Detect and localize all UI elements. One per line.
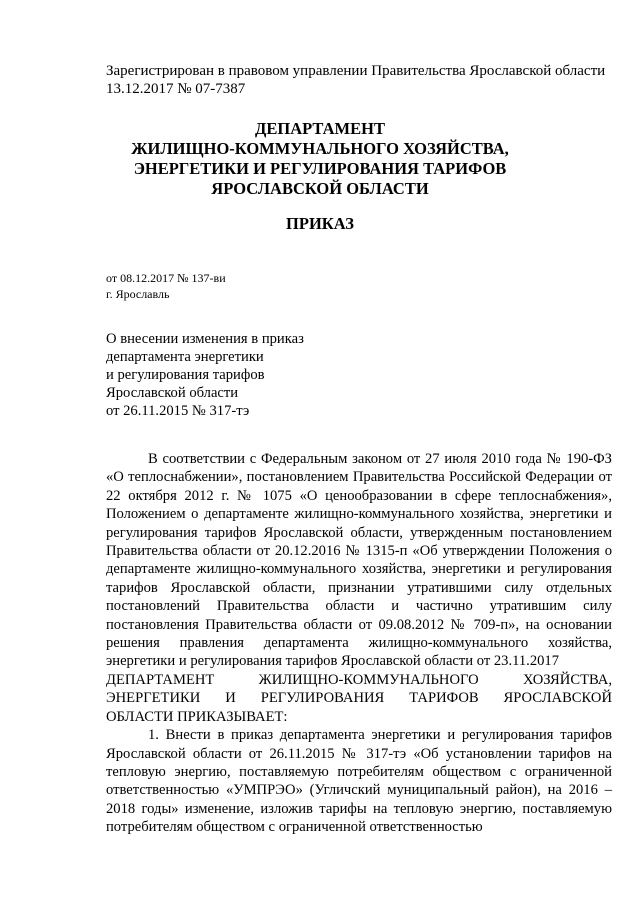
date-number: от 08.12.2017 № 137-ви <box>106 271 226 285</box>
document-meta <box>106 270 226 302</box>
order-clause <box>106 671 612 726</box>
document-type-title: ПРИКАЗ <box>286 214 354 233</box>
subject-line-1: О внесении изменения в приказ <box>106 331 304 347</box>
order-line-3: ОБЛАСТИ ПРИКАЗЫВАЕТ: <box>106 708 288 725</box>
subject-line-4: Ярославской области <box>106 385 239 401</box>
subject-line-3: и регулирования тарифов <box>106 367 265 383</box>
org-name-line-1: ДЕПАРТАМЕНТ <box>255 119 385 138</box>
item-1-paragraph: 1. Внести в приказ департамента энергетики и регулирования тарифов Ярославской области от 26.11.2015 № 317-тэ «Об установлении тарифов на тепловую энергию, поставляемую потребителям обществом с ограниченной ответственностью «УМПРЭО» (Угличский муниципальный район), на 2016 – 2018 годы» изменение, изложив тарифы на тепловую энергию, поставляемую потребителям обществом с ограниченной ответственностью <box>106 727 612 836</box>
registration-stamp <box>106 62 605 98</box>
registration-line-2: 13.12.2017 № 07-7387 <box>106 81 246 97</box>
preamble-paragraph: В соответствии с Федеральным законом от 27 июля 2010 года № 190-ФЗ «О теплоснабжении», постановлением Правительства Российской Федерации от 22 октября 2012 г. № 1075 «О ценообразовании в сфере теплоснабжения», Положением о департаменте жилищно-коммунального хозяйства, энергетики и регулирования тарифов Ярославской области, утвержденным постановлением Правительства области от 20.12.2016 № 1315-п «Об утверждении Положения о департаменте жилищно-коммунального хозяйства, энергетики и регулирования тарифов Ярославской области, признании утратившими силу отдельных постановлений Правительства области и частично утратившим силу постановления Правительства области от 09.08.2012 № 709-п», на основании решения правления департамента жилищно-коммунального хозяйства, энергетики и регулирования тарифов Ярославской области от 23.11.2017 <box>106 451 612 670</box>
subject-line-2: департамента энергетики <box>106 349 264 365</box>
subject-line-5: от 26.11.2015 № 317-тэ <box>106 403 250 419</box>
order-line-1: ДЕПАРТАМЕНТ ЖИЛИЩНО-КОММУНАЛЬНОГО ХОЗЯЙСТВА, <box>106 671 612 688</box>
order-line-2: ЭНЕРГЕТИКИ И РЕГУЛИРОВАНИЯ ТАРИФОВ ЯРОСЛАВСКОЙ <box>106 690 612 707</box>
org-name-line-3: ЭНЕРГЕТИКИ И РЕГУЛИРОВАНИЯ ТАРИФОВ <box>133 159 507 178</box>
org-name-line-4: ЯРОСЛАВСКОЙ ОБЛАСТИ <box>211 179 429 198</box>
document-body <box>106 450 612 837</box>
city: г. Ярославль <box>106 287 170 301</box>
document-subject <box>106 330 304 420</box>
org-name-line-2: ЖИЛИЩНО-КОММУНАЛЬНОГО ХОЗЯЙСТВА, <box>131 139 509 158</box>
registration-line-1: Зарегистрирован в правовом управлении Правительства Ярославской области <box>106 63 606 79</box>
